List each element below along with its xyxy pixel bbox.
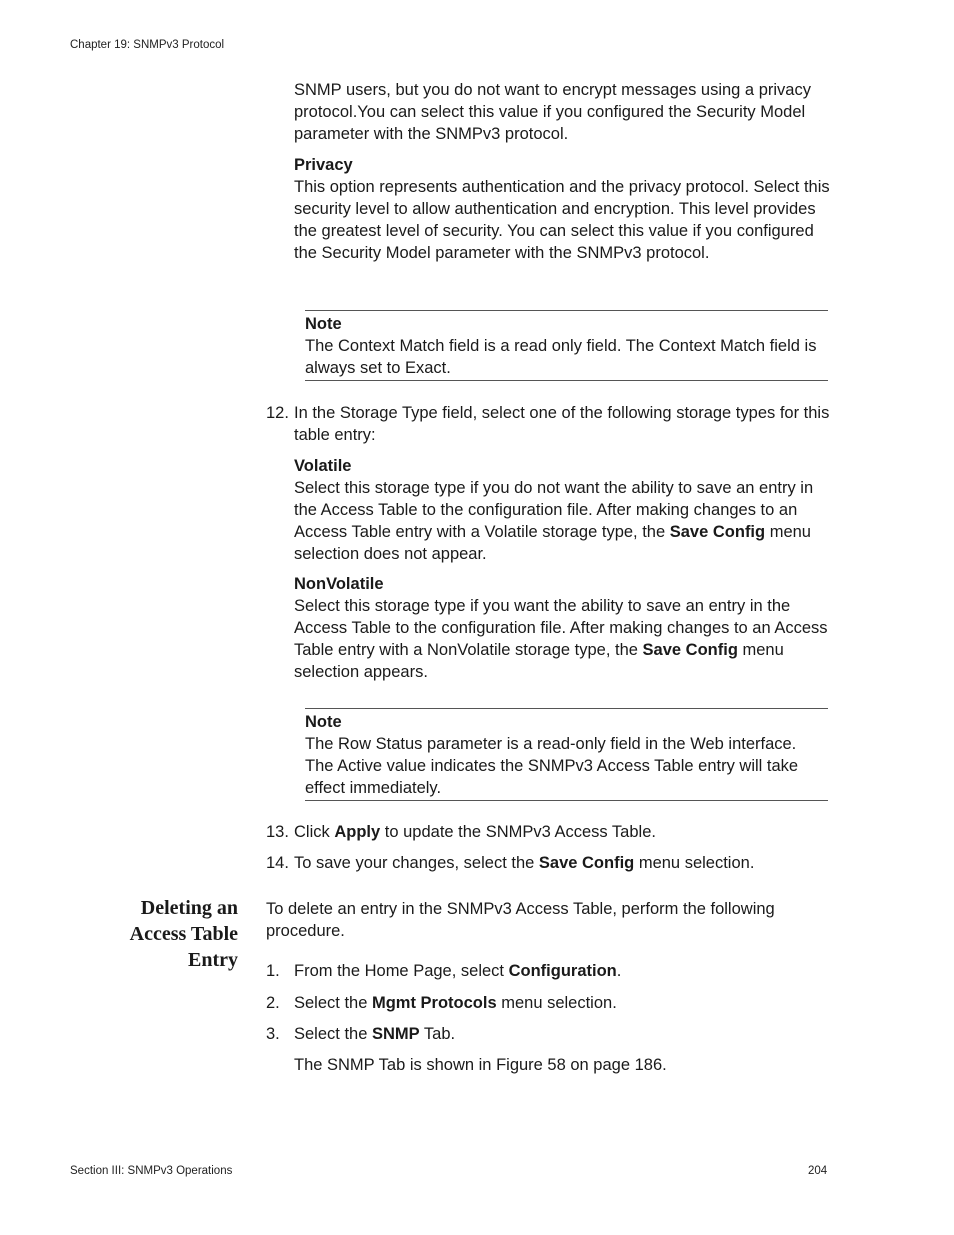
step-text: To save your changes, select the Save Config menu selection.	[294, 854, 755, 872]
nonvolatile-definition	[294, 573, 834, 683]
continued-paragraph	[294, 79, 834, 145]
figure-reference: The SNMP Tab is shown in Figure 58 on page 186.	[294, 1056, 667, 1074]
configuration-label: Configuration	[508, 962, 617, 980]
delete-step-2	[266, 992, 831, 1014]
volatile-description: Select this storage type if you do not want the ability to save an entry in the Access Table to the configuration file. After making changes to an Access Table entry with a Volatile storage type, the Save Config menu selection does not appear.	[294, 479, 814, 563]
step-number: 1.	[266, 962, 280, 980]
save-config-label: Save Config	[669, 523, 766, 541]
running-footer: Section III: SNMPv3 Operations	[70, 1165, 233, 1177]
step-number: 13.	[266, 823, 289, 841]
apply-label: Apply	[334, 823, 381, 841]
step-number: 2.	[266, 994, 280, 1012]
term-volatile: Volatile	[294, 457, 352, 475]
heading-line: Access Table	[129, 923, 238, 945]
nonvolatile-description: Select this storage type if you want the ability to save an entry in the Access Table to the configuration file. After making changes to an Access Table entry with a NonVolatile storage type, the Save Config menu selection appears.	[294, 597, 828, 681]
step-text: In the Storage Type field, select one of the following storage types for this table entry:	[294, 404, 830, 444]
heading-line: Entry	[188, 949, 238, 971]
snmp-label: SNMP	[371, 1025, 420, 1043]
paragraph-text: SNMP users, but you do not want to encrypt messages using a privacy protocol.You can select this value if you configured the Security Model parameter with the SNMPv3 protocol.	[294, 81, 811, 143]
step-12	[266, 402, 831, 444]
note-title: Note	[305, 315, 342, 333]
step-text: Click Apply to update the SNMPv3 Access Table.	[294, 823, 656, 841]
step-text: From the Home Page, select Configuration.	[294, 962, 622, 980]
step-number: 14.	[266, 854, 289, 872]
note-row-status	[305, 708, 828, 801]
note-context-match	[305, 310, 828, 381]
term-privacy: Privacy	[294, 156, 353, 174]
step-number: 3.	[266, 1025, 280, 1043]
step-13	[266, 821, 831, 843]
note-text: The Row Status parameter is a read-only field in the Web interface. The Active value indicates the SNMPv3 Access Table entry will take effect immediately.	[305, 735, 799, 797]
save-config-label: Save Config	[538, 854, 635, 872]
delete-step-1	[266, 960, 831, 982]
running-header: Chapter 19: SNMPv3 Protocol	[70, 39, 225, 51]
step-text: Select the SNMP Tab.	[294, 1025, 456, 1043]
volatile-definition	[294, 455, 834, 565]
privacy-definition	[294, 154, 834, 264]
step-text: Select the Mgmt Protocols menu selection.	[294, 994, 617, 1012]
privacy-description: This option represents authentication and the privacy protocol. Select this security level to allow authentication and encryption. This level provides the greatest level of security. You can select this value if you configured the Security Model parameter with the SNMPv3 protocol.	[294, 178, 830, 262]
section-heading	[90, 895, 238, 973]
note-text: The Context Match field is a read only field. The Context Match field is always set to Exact.	[305, 337, 817, 377]
note-title: Note	[305, 713, 342, 731]
heading-line: Deleting an	[140, 897, 238, 919]
save-config-label: Save Config	[642, 641, 738, 659]
mgmt-protocols-label: Mgmt Protocols	[371, 994, 497, 1012]
term-nonvolatile: NonVolatile	[294, 575, 384, 593]
section-intro: To delete an entry in the SNMPv3 Access Table, perform the following procedure.	[266, 900, 775, 940]
page-number: 204	[808, 1165, 828, 1177]
step-14	[266, 852, 831, 874]
step-number: 12.	[266, 404, 289, 422]
delete-step-3	[266, 1023, 831, 1045]
